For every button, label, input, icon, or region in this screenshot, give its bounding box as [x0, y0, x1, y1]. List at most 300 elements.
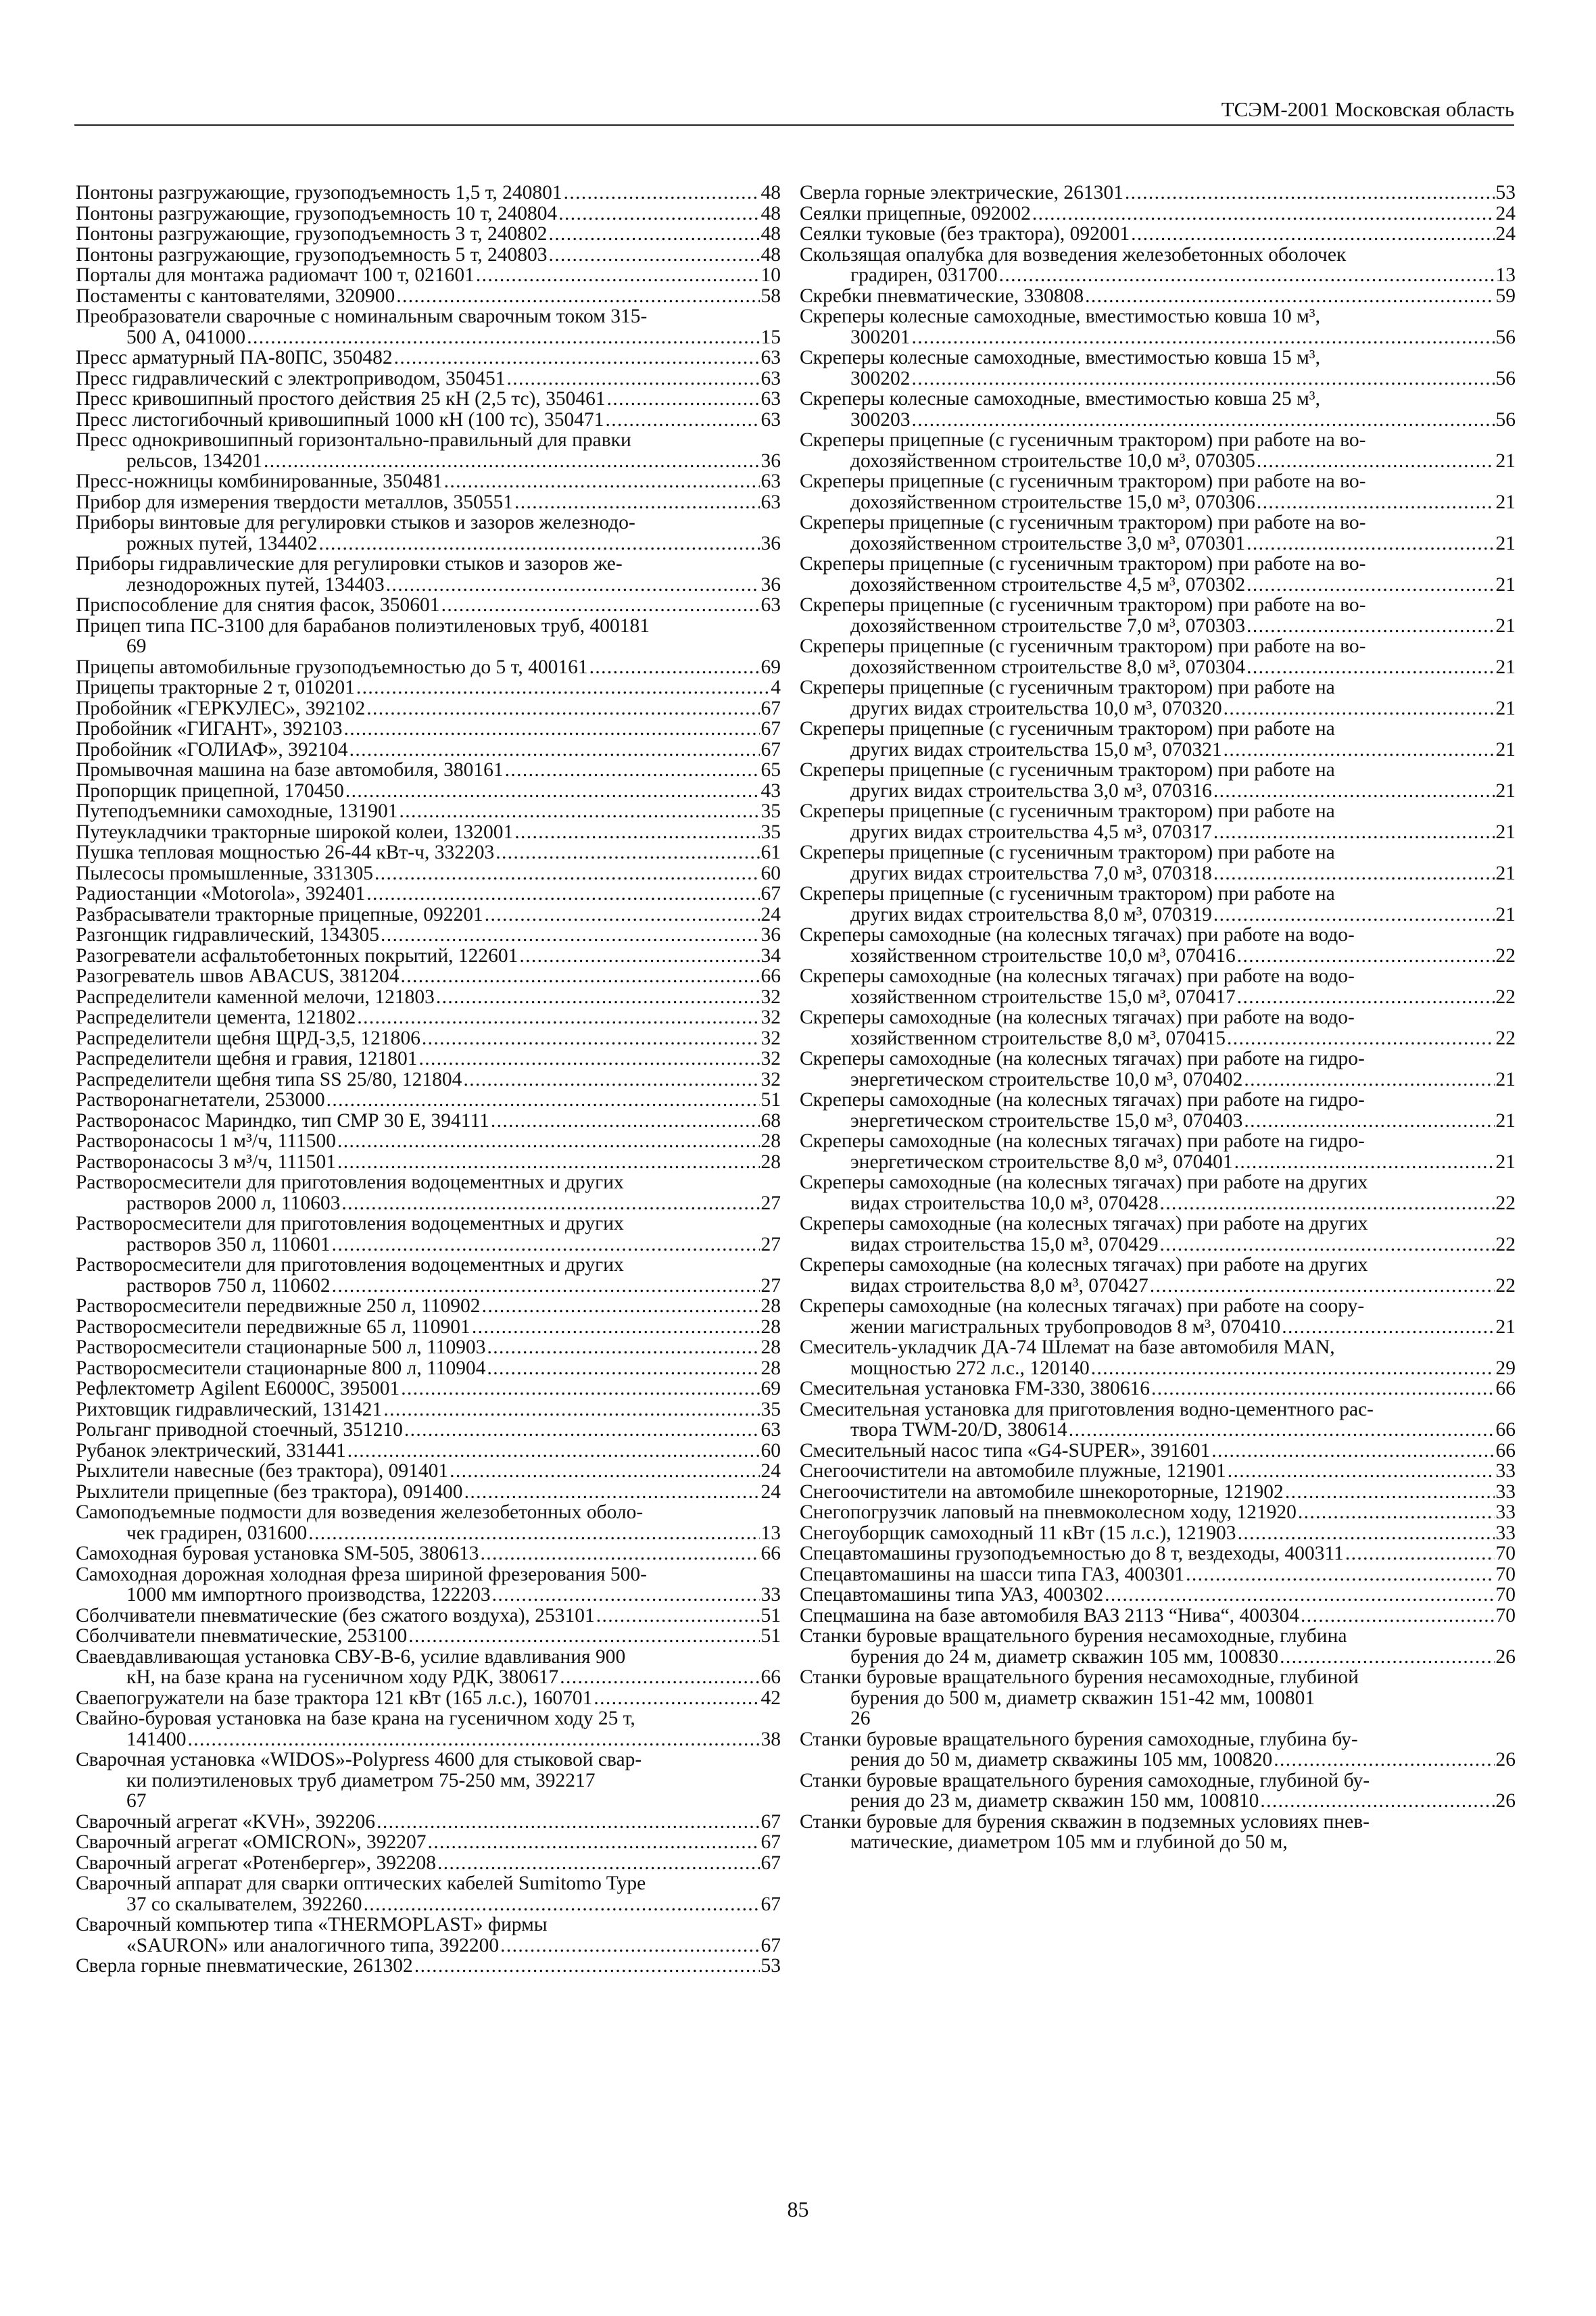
entry-page-ref: 24: [760, 1460, 781, 1482]
index-entry: [76, 224, 781, 245]
index-entry: [76, 1606, 781, 1626]
dot-leader: [1257, 492, 1495, 513]
dot-leader: [188, 1729, 760, 1750]
index-entry-line: [800, 224, 1516, 245]
entry-text: Приборы гидравлические для регулировки стыков и зазоров же-: [76, 553, 623, 575]
entry-text: Сеялки туковые (без трактора), 092001: [800, 223, 1130, 245]
entry-text: Скреперы прицепные (с гусеничным трактором) при работе на во-: [800, 429, 1366, 451]
dot-leader: [1228, 1461, 1495, 1482]
index-entry-line: [76, 1935, 781, 1956]
entry-text: хозяйственном строительстве 15,0 м³, 070417: [850, 986, 1236, 1008]
dot-leader: [463, 1069, 759, 1090]
index-entry-line: [800, 1523, 1516, 1544]
dot-leader: [427, 1832, 759, 1853]
index-entry: [76, 1441, 781, 1462]
index-entry-line: [800, 1028, 1516, 1049]
entry-text: дохозяйственном строительстве 7,0 м³, 070303: [850, 614, 1246, 637]
index-entry-line: [800, 1131, 1516, 1152]
dot-leader: [1345, 1543, 1495, 1564]
index-entry: [76, 245, 781, 266]
index-entry: [76, 1750, 781, 1812]
index-entry-line: [800, 306, 1516, 327]
index-entry: [76, 1832, 781, 1853]
entry-text: растворов 2000 л, 110603: [126, 1192, 341, 1214]
index-entry-line: [76, 1152, 781, 1173]
entry-page-ref: 70: [1495, 1604, 1516, 1626]
index-entry: [800, 1441, 1516, 1462]
dot-leader: [374, 863, 759, 884]
index-entry-line: [76, 1276, 781, 1297]
entry-page-ref: 42: [760, 1687, 781, 1709]
entry-page-ref: 51: [760, 1089, 781, 1111]
index-entry: [76, 616, 781, 657]
index-entry: [76, 1647, 781, 1688]
index-entry-line: [76, 410, 781, 431]
index-entry: [76, 1255, 781, 1296]
index-entry-line: [76, 575, 781, 596]
entry-page-ref: 69: [760, 1378, 781, 1399]
dot-leader: [404, 1420, 760, 1441]
entry-page-ref: 67: [760, 1893, 781, 1915]
index-entry-line: [76, 1873, 781, 1894]
entry-text: Растворосмесители для приготовления водоцементных и других: [76, 1213, 624, 1234]
dot-leader: [1211, 1441, 1494, 1462]
index-column-right: [800, 183, 1516, 1853]
entry-page-ref: 38: [760, 1728, 781, 1750]
index-entry-line: [800, 1048, 1516, 1069]
index-entry-line: [800, 327, 1516, 348]
page-header: [74, 95, 1514, 126]
index-entry: [76, 203, 781, 224]
entry-text: Скреперы прицепные (с гусеничным трактором) при работе на: [800, 800, 1335, 822]
index-entry: [76, 554, 781, 595]
entry-page-ref: 22: [1495, 944, 1516, 967]
index-entry: [76, 677, 781, 698]
entry-text: Снегопогрузчик лаповый на пневмоколесном ходу, 121920: [800, 1501, 1297, 1523]
entry-text: 141400: [126, 1728, 187, 1750]
entry-page-ref: 4: [771, 677, 781, 698]
index-entry: [800, 347, 1516, 389]
entry-page-ref: 21: [1495, 697, 1516, 719]
running-title: ТСЭМ-2001 Московская область: [1221, 97, 1514, 121]
entry-text: бурения до 500 м, диаметр скважин 151-42 мм, 100801: [850, 1687, 1315, 1709]
index-entry-line: [800, 1399, 1516, 1420]
index-entry-line: [800, 347, 1516, 368]
entry-text: Самоподъемные подмости для возведения железобетонных оболо-: [76, 1501, 644, 1523]
entry-text: Смеситель-укладчик ДА-74 Шлемат на базе автомобиля MAN,: [800, 1336, 1335, 1358]
dot-leader: [1282, 1317, 1494, 1338]
index-entry-line: [76, 1564, 781, 1585]
index-entry: [76, 1337, 781, 1358]
index-entry-line: [800, 1667, 1516, 1688]
dot-leader: [472, 1317, 760, 1338]
entry-page-ref: 66: [760, 965, 781, 987]
entry-page-ref: 21: [1495, 1316, 1516, 1338]
index-entry-line: [800, 987, 1516, 1008]
entry-page-ref: 21: [1495, 450, 1516, 472]
entry-page-ref: 22: [1495, 1233, 1516, 1255]
index-entry: [76, 1172, 781, 1213]
index-entry-line: [76, 863, 781, 884]
entry-text: Самоходная буровая установка SM-505, 380613: [76, 1543, 479, 1564]
entry-text: растворов 750 л, 110602: [126, 1274, 331, 1297]
index-entry-line: [800, 636, 1516, 657]
entry-page-ref: 24: [1495, 223, 1516, 245]
entry-text: кН, на базе крана на гусеничном ходу РДК, 380617: [126, 1666, 559, 1688]
dot-leader: [476, 265, 760, 286]
index-entry-line: [76, 1502, 781, 1523]
index-entry: [800, 1667, 1516, 1729]
entry-page-ref: 35: [760, 800, 781, 822]
index-entry-line: [76, 1647, 781, 1668]
dot-leader: [481, 1543, 760, 1564]
index-entry: [76, 863, 781, 884]
index-entry-line: [76, 1688, 781, 1709]
index-entry: [76, 925, 781, 946]
entry-page-ref: 10: [760, 264, 781, 286]
entry-page-ref: 35: [760, 821, 781, 843]
entry-page-ref: 28: [760, 1151, 781, 1173]
entry-page-ref: 63: [760, 408, 781, 431]
entry-page-ref: 21: [1495, 1109, 1516, 1132]
dot-leader: [1298, 1502, 1495, 1523]
entry-text: энергетическом строительстве 10,0 м³, 070402: [850, 1068, 1243, 1090]
entry-text: Скреперы прицепные (с гусеничным трактором) при работе на во-: [800, 594, 1366, 616]
entry-text: Растворонагнетатели, 253000: [76, 1089, 325, 1111]
entry-page-ref: 56: [1495, 326, 1516, 348]
index-entry-line: [76, 1606, 781, 1626]
index-entry-line: [800, 1461, 1516, 1482]
index-entry-line: [76, 533, 781, 554]
index-entry-line: [800, 1090, 1516, 1111]
dot-leader: [912, 327, 1495, 348]
entry-text: Пресс гидравлический с электроприводом, 350451: [76, 367, 506, 389]
index-entry-line: [76, 1420, 781, 1441]
entry-text: Разогреватель швов ABACUS, 381204: [76, 965, 400, 987]
entry-text: Промывочная машина на базе автомобиля, 380161: [76, 759, 504, 781]
index-entry-line: [76, 657, 781, 678]
entry-text: других видах строительства 10,0 м³, 070320: [850, 697, 1222, 719]
index-entry: [800, 430, 1516, 471]
index-entry-line: [800, 245, 1516, 266]
index-entry: [800, 1502, 1516, 1523]
index-entry-line: [800, 554, 1516, 575]
entry-text: Скреперы колесные самоходные, вместимостью ковша 25 м³,: [800, 388, 1320, 410]
dot-leader: [495, 842, 759, 863]
index-entry-line: [800, 410, 1516, 431]
entry-text: 69: [126, 635, 147, 657]
index-entry-line: [76, 1626, 781, 1647]
index-entry-line: [76, 1111, 781, 1132]
entry-page-ref: 21: [1495, 903, 1516, 925]
index-entry-line: [800, 677, 1516, 698]
index-entry: [800, 1770, 1516, 1812]
entry-page-ref: 63: [760, 347, 781, 368]
index-entry-line: [800, 1276, 1516, 1297]
index-entry-line: [800, 1111, 1516, 1132]
index-entry-line: [76, 389, 781, 410]
entry-text: дохозяйственном строительстве 3,0 м³, 070301: [850, 532, 1246, 554]
dot-leader: [450, 1461, 759, 1482]
entry-text: Скреперы самоходные (на колесных тягачах) при работе на соору-: [800, 1295, 1365, 1317]
index-entry-line: [800, 1770, 1516, 1791]
entry-text: Растворонасосы 1 м³/ч, 111500: [76, 1130, 336, 1152]
index-entry: [76, 1812, 781, 1833]
entry-page-ref: 33: [1495, 1501, 1516, 1523]
index-entry-line: [800, 512, 1516, 533]
entry-page-ref: 66: [1495, 1439, 1516, 1462]
index-entry-line: [800, 1543, 1516, 1564]
entry-text: Спецавтомашины типа УАЗ, 400302: [800, 1584, 1104, 1606]
index-entry-line: [800, 842, 1516, 863]
entry-text: Преобразователи сварочные с номинальным сварочным током 315-: [76, 306, 648, 327]
entry-text: Рефлектометр Agilent E6000C, 395001: [76, 1378, 400, 1399]
index-entry-line: [76, 719, 781, 740]
entry-page-ref: 69: [760, 656, 781, 678]
index-entry-line: [76, 1358, 781, 1379]
index-entry: [76, 471, 781, 492]
dot-leader: [1151, 1378, 1494, 1399]
entry-page-ref: 21: [1495, 738, 1516, 761]
dot-leader: [386, 575, 760, 596]
entry-page-ref: 66: [1495, 1419, 1516, 1441]
entry-text: Сболчиватели пневматические (без сжатого воздуха), 253101: [76, 1604, 595, 1626]
index-entry-line: [76, 492, 781, 513]
dot-leader: [605, 410, 759, 431]
dot-leader: [560, 1667, 759, 1688]
index-entry-line: [76, 1914, 781, 1935]
entry-text: Путеукладчики тракторные широкой колеи, 132001: [76, 821, 514, 843]
index-entry: [800, 1172, 1516, 1213]
entry-page-ref: 21: [1495, 614, 1516, 637]
entry-text: Распределители щебня и гравия, 121801: [76, 1048, 418, 1069]
index-entry-line: [800, 1213, 1516, 1234]
index-entry-line: [76, 1667, 781, 1688]
index-entry-line: [76, 760, 781, 781]
entry-text: Сварочный компьютер типа «THERMOPLAST» фирмы: [76, 1914, 548, 1935]
index-entry: [76, 595, 781, 616]
index-entry-line: [800, 575, 1516, 596]
index-entry-line: [76, 781, 781, 802]
entry-text: матические, диаметром 105 мм и глубиной до 50 м,: [850, 1831, 1288, 1853]
entry-page-ref: 28: [760, 1316, 781, 1338]
entry-text: Скреперы самоходные (на колесных тягачах) при работе на других: [800, 1172, 1368, 1193]
index-entry-line: [800, 1296, 1516, 1317]
entry-page-ref: 66: [1495, 1378, 1516, 1399]
entry-text: Сварочный аппарат для сварки оптических кабелей Sumitomo Type: [76, 1873, 646, 1894]
dot-leader: [491, 1111, 760, 1132]
index-entry: [800, 801, 1516, 842]
index-entry-line: [76, 471, 781, 492]
index-entry-line: [800, 698, 1516, 719]
entry-text: Пресс кривошипный простого действия 25 кН (2,5 тс), 350461: [76, 388, 606, 410]
entry-page-ref: 63: [760, 491, 781, 513]
entry-text: Снегоуборщик самоходный 11 кВт (15 л.с.), 121903: [800, 1522, 1236, 1544]
index-entry-line: [76, 183, 781, 203]
entry-page-ref: 32: [760, 986, 781, 1008]
dot-leader: [437, 1853, 760, 1874]
index-entry: [800, 884, 1516, 925]
index-entry-line: [76, 203, 781, 224]
entry-page-ref: 22: [1495, 1192, 1516, 1214]
index-entry-line: [76, 595, 781, 616]
dot-leader: [441, 595, 760, 616]
index-entry: [76, 1296, 781, 1317]
entry-page-ref: 67: [760, 1831, 781, 1853]
index-entry-line: [76, 946, 781, 967]
index-entry-line: [800, 966, 1516, 987]
entry-text: дохозяйственном строительстве 8,0 м³, 070304: [850, 656, 1246, 678]
index-entry-line: [800, 863, 1516, 884]
index-entry-line: [76, 327, 781, 348]
entry-text: других видах строительства 3,0 м³, 070316: [850, 779, 1212, 802]
dot-leader: [999, 265, 1495, 286]
entry-page-ref: 63: [760, 388, 781, 410]
dot-leader: [337, 1131, 760, 1152]
entry-text: Станки буровые вращательного бурения несамоходные, глубиной: [800, 1666, 1359, 1688]
dot-leader: [1257, 451, 1495, 472]
index-entry-line: [76, 1832, 781, 1853]
index-entry: [76, 1708, 781, 1750]
index-entry: [76, 966, 781, 987]
entry-text: Понтоны разгружающие, грузоподъемность 1,5 т, 240801: [76, 182, 562, 203]
index-entry-line: [76, 1255, 781, 1276]
entry-text: Рыхлители прицепные (без трактора), 091400: [76, 1480, 463, 1503]
index-entry: [76, 1131, 781, 1152]
dot-leader: [1301, 1606, 1495, 1626]
entry-text: Растворосмесители стационарные 500 л, 110903: [76, 1336, 486, 1358]
entry-text: Смесительный насос типа «G4-SUPER», 391601: [800, 1439, 1211, 1462]
index-entry-line: [76, 1234, 781, 1255]
entry-text: Разгонщик гидравлический, 134305: [76, 924, 379, 946]
entry-text: Скреперы прицепные (с гусеничным трактором) при работе на во-: [800, 512, 1366, 533]
dot-leader: [364, 1894, 760, 1915]
dot-leader: [332, 1276, 760, 1297]
index-entry-line: [76, 636, 781, 657]
dot-leader: [492, 1585, 760, 1606]
index-entry-line: [76, 1213, 781, 1234]
entry-page-ref: 48: [760, 243, 781, 266]
entry-text: «SAURON» или аналогичного типа, 392200: [126, 1934, 500, 1956]
entry-text: Скребки пневматические, 330808: [800, 285, 1084, 307]
entry-text: Скреперы самоходные (на колесных тягачах) при работе на гидро-: [800, 1130, 1365, 1152]
index-entry-line: [800, 1812, 1516, 1833]
index-entry: [76, 512, 781, 554]
index-entry-line: [800, 1152, 1516, 1173]
index-entry: [76, 1543, 781, 1564]
index-entry: [800, 224, 1516, 245]
index-entry-line: [76, 430, 781, 451]
entry-page-ref: 21: [1495, 779, 1516, 802]
index-entry: [76, 1090, 781, 1111]
index-entry-line: [800, 1606, 1516, 1626]
entry-page-ref: 13: [1495, 264, 1516, 286]
entry-page-ref: 32: [760, 1068, 781, 1090]
index-entry-line: [800, 925, 1516, 946]
index-entry: [800, 1007, 1516, 1048]
index-entry: [76, 1358, 781, 1379]
entry-text: Скреперы прицепные (с гусеничным трактором) при работе на: [800, 842, 1335, 863]
index-entry-line: [800, 492, 1516, 513]
index-entry-line: [800, 265, 1516, 286]
entry-page-ref: 67: [760, 697, 781, 719]
index-entry: [76, 1564, 781, 1606]
dot-leader: [366, 884, 759, 904]
index-entry: [76, 1007, 781, 1028]
dot-leader: [549, 224, 760, 245]
entry-text: Распределители щебня типа SS 25/80, 121804: [76, 1068, 462, 1090]
entry-page-ref: 32: [760, 1027, 781, 1049]
index-entry-line: [800, 1688, 1516, 1709]
index-entry: [800, 245, 1516, 286]
entry-text: дохозяйственном строительстве 4,5 м³, 070302: [850, 573, 1246, 596]
index-entry: [76, 1914, 781, 1956]
dot-leader: [377, 1812, 759, 1833]
entry-page-ref: 70: [1495, 1563, 1516, 1585]
index-column-left: [76, 183, 781, 1977]
dot-leader: [327, 1090, 760, 1111]
dot-leader: [383, 1399, 759, 1420]
entry-page-ref: 33: [1495, 1460, 1516, 1482]
index-entry: [800, 1729, 1516, 1770]
index-entry-line: [800, 451, 1516, 472]
entry-text: Пушка тепловая мощностью 26-44 кВт-ч, 332203: [76, 842, 495, 863]
index-entry: [800, 1337, 1516, 1378]
entry-text: Самоходная дорожная холодная фреза шириной фрезерования 500-: [76, 1563, 647, 1585]
index-entry-line: [76, 616, 781, 637]
entry-text: Снегоочистители на автомобиле плужные, 121901: [800, 1460, 1226, 1482]
entry-page-ref: 24: [760, 1480, 781, 1503]
dot-leader: [1213, 822, 1495, 843]
entry-page-ref: 21: [1495, 821, 1516, 843]
index-entry-line: [76, 1812, 781, 1833]
entry-page-ref: 29: [1495, 1357, 1516, 1379]
index-entry: [76, 1956, 781, 1977]
entry-page-ref: 15: [760, 326, 781, 348]
entry-text: Понтоны разгружающие, грузоподъемность 10 т, 240804: [76, 202, 558, 224]
index-entry-line: [800, 1172, 1516, 1193]
index-entry: [800, 183, 1516, 203]
dot-leader: [1125, 183, 1495, 203]
index-entry: [800, 1812, 1516, 1853]
entry-page-ref: 21: [1495, 491, 1516, 513]
dot-leader: [514, 492, 759, 513]
entry-page-ref: 21: [1495, 862, 1516, 884]
dot-leader: [1186, 1564, 1494, 1585]
entry-text: Скреперы самоходные (на колесных тягачах) при работе на водо-: [800, 924, 1355, 946]
index-entry-line: [76, 265, 781, 286]
entry-text: других видах строительства 15,0 м³, 070321: [850, 738, 1222, 761]
entry-text: Растворонасосы 3 м³/ч, 111501: [76, 1151, 336, 1173]
entry-text: Пробойник «ГИГАНТ», 392103: [76, 718, 343, 740]
entry-text: Станки буровые для бурения скважин в подземных условиях пнев-: [800, 1810, 1370, 1833]
entry-text: Станки буровые вращательного бурения самоходные, глубиной бу-: [800, 1769, 1370, 1791]
index-entry-line: [76, 740, 781, 761]
index-entry: [800, 842, 1516, 884]
entry-text: Растворосмесители передвижные 250 л, 110902: [76, 1295, 481, 1317]
index-entry-line: [800, 533, 1516, 554]
entry-page-ref: 51: [760, 1604, 781, 1626]
entry-text: Скреперы колесные самоходные, вместимостью ковша 10 м³,: [800, 306, 1320, 327]
entry-text: Растворосмесители стационарные 800 л, 110904: [76, 1357, 486, 1379]
index-entry-line: [76, 306, 781, 327]
entry-text: Пылесосы промышленные, 331305: [76, 862, 374, 884]
index-entry-line: [76, 1770, 781, 1791]
entry-text: Разогреватели асфальтобетонных покрытий, 122601: [76, 944, 518, 967]
entry-text: дохозяйственном строительстве 10,0 м³, 070305: [850, 450, 1255, 472]
entry-text: лезнодорожных путей, 134403: [126, 573, 385, 596]
entry-page-ref: 53: [1495, 182, 1516, 203]
